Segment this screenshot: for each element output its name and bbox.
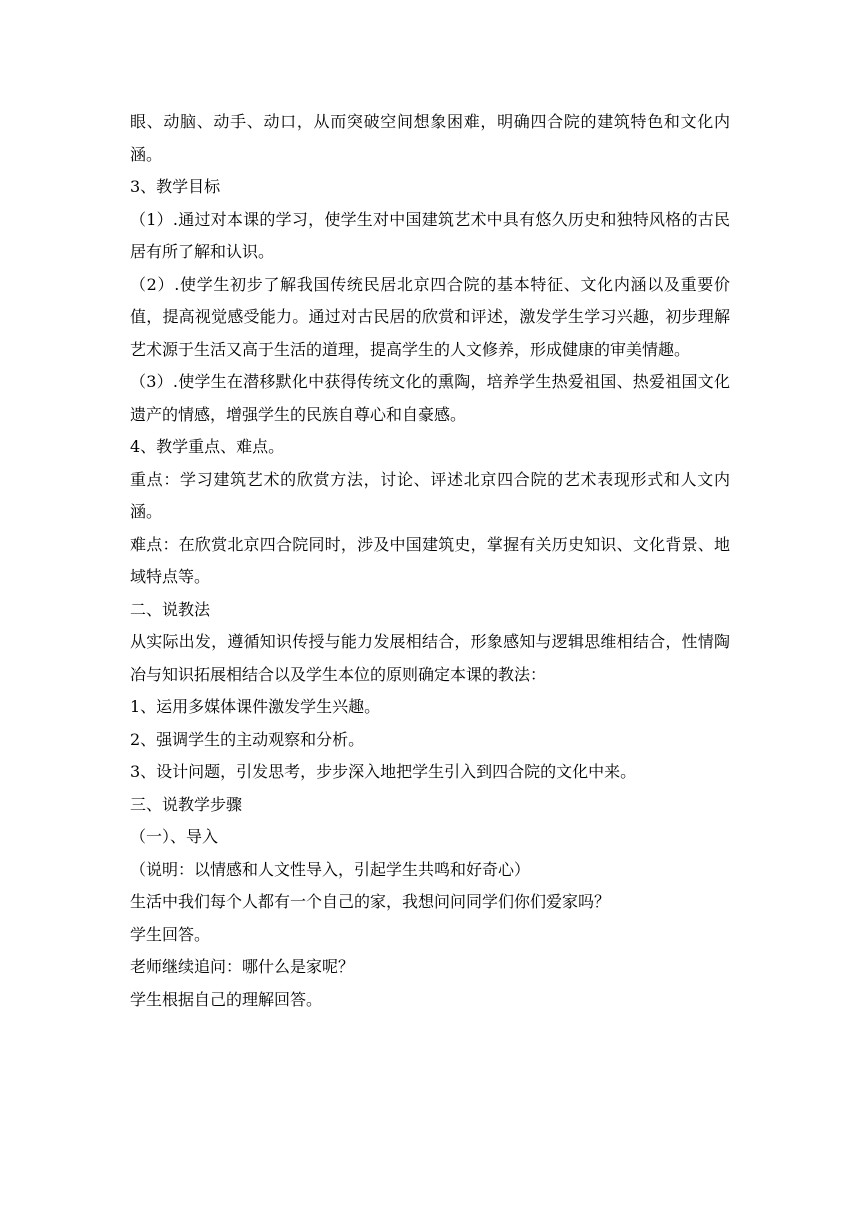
heading-teaching-steps: 三、说教学步骤	[130, 794, 243, 814]
teacher-question-1: 生活中我们每个人都有一个自己的家，我想问问同学们你们爱家吗？	[130, 892, 611, 911]
method-intro: 从实际出发，遵循知识传授与能力发展相结合，形象感知与逻辑思维相结合，性情陶冶与知识拓展相结合以及学生本位的原则确定本课的教法：	[130, 632, 730, 684]
document-body	[130, 106, 730, 1016]
goal-item-1: （1）.通过对本课的学习，使学生对中国建筑艺术中具有悠久历史和独特风格的古民居有所了解和认识。	[130, 209, 730, 261]
introduction-note: （说明：以情感和人文性导入，引起学生共鸣和好奇心）	[130, 859, 531, 879]
difficult-point: 难点：在欣赏北京四合院同时，涉及中国建筑史，掌握有关历史知识、文化背景、地域特点等。	[130, 534, 730, 586]
key-point: 重点：学习建筑艺术的欣赏方法，讨论、评述北京四合院的艺术表现形式和人文内涵。	[130, 469, 730, 521]
method-item-3: 3、设计问题，引发思考，步步深入地把学生引入到四合院的文化中来。	[130, 762, 637, 781]
method-item-2: 2、强调学生的主动观察和分析。	[130, 729, 365, 749]
method-item-1: 1、运用多媒体课件激发学生兴趣。	[130, 697, 381, 716]
subheading-introduction: （一）、导入	[130, 827, 219, 846]
heading-teaching-method: 二、说教法	[130, 599, 211, 619]
student-answer-2: 学生根据自己的理解回答。	[130, 989, 323, 1009]
student-answer-1: 学生回答。	[130, 924, 211, 944]
goal-item-3: （3）.使学生在潜移默化中获得传统文化的熏陶，培养学生热爱祖国、热爱祖国文化遗产的情感，增强学生的民族自尊心和自豪感。	[130, 372, 730, 424]
teacher-question-2: 老师继续追问：哪什么是家呢？	[130, 957, 355, 976]
goal-item-2: （2）.使学生初步了解我国传统民居北京四合院的基本特征、文化内涵以及重要价值，提高视觉感受能力。通过对古民居的欣赏和评述，激发学生学习兴趣，初步理解艺术源于生活又高于生活的道理，提高学生的人文修养，形成健康的审美情趣。	[130, 274, 730, 359]
heading-key-points: 4、教学重点、难点。	[130, 437, 285, 456]
heading-teaching-goals: 3、教学目标	[130, 177, 221, 196]
paragraph-intro-continuation: 眼、动脑、动手、动口，从而突破空间想象困难，明确四合院的建筑特色和文化内涵。	[130, 112, 730, 164]
